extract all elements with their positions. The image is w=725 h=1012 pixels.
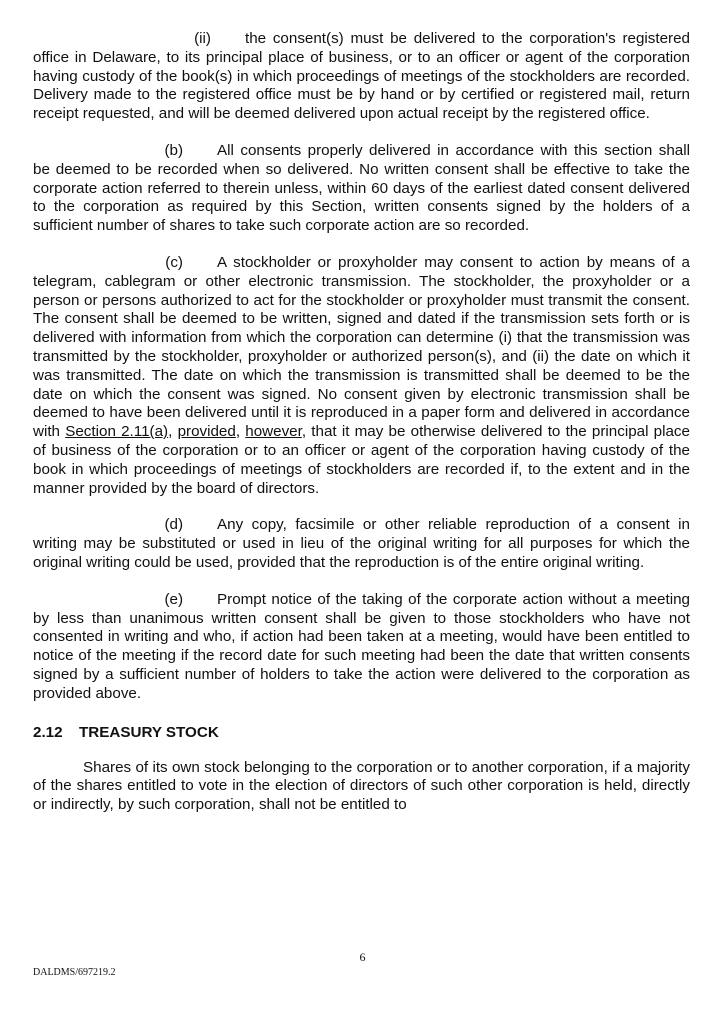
paragraph-b — [33, 142, 690, 236]
paragraph-d-label: (d) — [164, 516, 183, 534]
paragraph-c-text-after: , that it may be otherwise delivered to the principal place of business of the corporation or to an officer or agent of the corporation having custody of the book in which proceedings of meetings of stockholders are recorded if, to the extent and in the manner provided by the board of directors. — [33, 423, 690, 497]
comma: , — [168, 423, 173, 441]
section-title: TREASURY STOCK — [79, 723, 219, 741]
treasury-stock-text: Shares of its own stock belonging to the corporation or to another corporation, if a majority of the shares entitled to vote in the election of directors of such other corporation is held, directly or indirectly, by such corporation, shall not be entitled to — [33, 758, 690, 814]
page-number: 6 — [359, 950, 366, 964]
comma: , — [235, 423, 241, 441]
paragraph-d-text: Any copy, facsimile or other reliable reproduction of a consent in writing may be substituted or used in lieu of the original writing for all purposes for which the original writing could be used, provided that the reproduction is of the entire original writing. — [33, 516, 690, 571]
paragraph-d — [33, 516, 690, 572]
paragraph-ii-text: the consent(s) must be delivered to the corporation's registered office in Delaware, to its principal place of business, or to an officer or agent of the corporation having custody of the book(s) in which proceedings of meetings of the stockholders are recorded. Delivery made to the registered office must be by hand or by certified or registered mail, return receipt requested, and will be deemed delivered upon actual receipt by the registered office. — [33, 30, 690, 123]
provided-term: provided — [177, 423, 236, 441]
paragraph-e-label: (e) — [164, 590, 183, 608]
paragraph-b-text: All consents properly delivered in accordance with this section shall be deemed to be recorded when so delivered. No written consent shall be effective to take the corporate action referred to therein unless, within 60 days of the earliest dated consent delivered to the corporation as required by this Section, written consents signed by the holders of a sufficient number of shares to take such corporate action are so recorded. — [33, 141, 690, 235]
paragraph-ii-label: (ii) — [194, 30, 211, 47]
however-term: however — [245, 423, 302, 441]
paragraph-c-text-before: A stockholder or proxyholder may consent to action by means of a telegram, cablegram or other electronic transmission. The stockholder, the proxyholder or a person or persons authorized to act for the stockholder or proxyholder must transmit the consent. The consent shall be deemed to be written, signed and dated if the transmission sets forth or is delivered with information from which the corporation can determine (i) that the transmission was transmitted by the stockholder, proxyholder or authorized person(s), and (ii) the date on which it was transmitted. The date on which the transmission is transmitted shall be deemed to be the date on which the consent was signed. No consent given by electronic transmission shall be deemed to have been delivered until it is reproduced in a paper form and delivered in accordance with — [33, 253, 690, 441]
document-page — [33, 30, 690, 815]
paragraph-e — [33, 591, 690, 704]
section-number: 2.12 — [33, 723, 63, 741]
section-reference: Section 2.11(a) — [65, 423, 169, 441]
document-id: DALDMS/697219.2 — [33, 967, 116, 978]
paragraph-b-label: (b) — [164, 141, 183, 159]
paragraph-c-label: (c) — [165, 253, 183, 271]
paragraph-e-text: Prompt notice of the taking of the corporate action without a meeting by less than unanimous written consent shall be given to those stockholders who have not consented in writing and who, if action had been taken at a meeting, would have been entitled to notice of the meeting if the record date for such meeting had been the date that written consents signed by a sufficient number of holders to take the action were delivered to the corporation as provided above. — [33, 590, 690, 702]
section-heading — [33, 724, 690, 741]
paragraph-ii — [33, 30, 690, 124]
paragraph-c — [33, 254, 690, 498]
